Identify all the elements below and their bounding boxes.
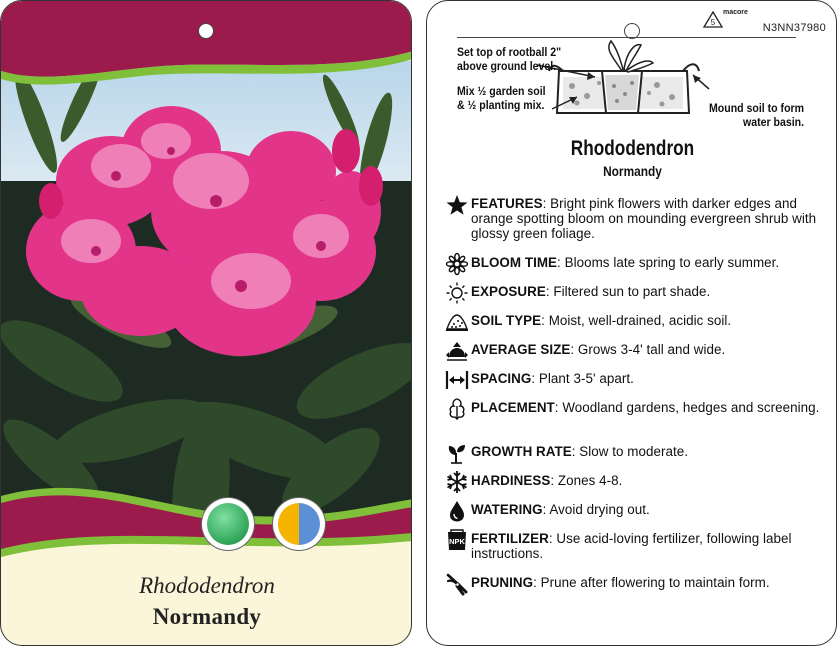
attr-label: GROWTH RATE <box>471 444 572 459</box>
soil-icon <box>445 310 469 334</box>
attr-soil-type: SOIL TYPE: Moist, well-drained, acidic soil. <box>445 313 825 334</box>
water-basin-note: Mound soil to form water basin. <box>709 101 805 129</box>
back-title: Rhododendron <box>570 137 695 160</box>
front-cultivar: Normandy <box>152 604 262 629</box>
size-icon <box>445 339 469 363</box>
attr-label: SOIL TYPE <box>471 313 542 328</box>
attr-value: Filtered sun to part shade. <box>553 284 711 299</box>
attr-label: FEATURES <box>471 196 543 211</box>
water-drop-icon <box>445 499 469 523</box>
attr-value: Zones 4-8. <box>557 473 623 488</box>
attr-features: FEATURES: Bright pink flowers with darker edges and orange spotting bloom on mounding evergreen shrub with glossy green foliage. <box>445 196 825 241</box>
attr-value: Avoid drying out. <box>549 502 650 517</box>
attr-value: Bright pink flowers with darker edges and orange spotting bloom on mounding evergreen shrub with glossy green foliage. <box>471 196 817 241</box>
back-tag <box>426 0 837 646</box>
attr-label: WATERING <box>471 502 543 517</box>
hang-hole <box>198 23 214 39</box>
bloom-icon <box>445 252 469 276</box>
snowflake-icon <box>445 470 469 494</box>
attr-value: Slow to moderate. <box>579 444 689 459</box>
attr-value: Prune after flowering to maintain form. <box>540 575 770 590</box>
attr-label: EXPOSURE <box>471 284 546 299</box>
front-tag <box>0 0 412 646</box>
star-icon <box>445 193 469 217</box>
attr-label: SPACING <box>471 371 532 386</box>
attr-value: Moist, well-drained, acidic soil. <box>548 313 732 328</box>
foliage-color-badge <box>202 498 254 550</box>
attr-value: Grows 3-4' tall and wide. <box>577 342 726 357</box>
attr-watering: WATERING: Avoid drying out. <box>445 502 825 523</box>
attr-placement: PLACEMENT: Woodland gardens, hedges and screening. <box>445 400 825 421</box>
attr-value: Blooms late spring to early summer. <box>564 255 780 270</box>
rootball-note: Set top of rootball 2" above ground level. <box>457 45 562 73</box>
soil-mix-note: Mix ½ garden soil & ½ planting mix. <box>457 84 546 112</box>
attr-pruning: PRUNING: Prune after flowering to maintain form. <box>445 575 825 596</box>
exposure-badge <box>273 498 325 550</box>
attr-label: PRUNING <box>471 575 534 590</box>
attr-bloom-time: BLOOM TIME: Blooms late spring to early summer. <box>445 255 825 276</box>
front-genus: Rhododendron <box>139 573 275 598</box>
attr-label: PLACEMENT <box>471 400 555 415</box>
attr-average-size: AVERAGE SIZE: Grows 3-4' tall and wide. <box>445 342 825 363</box>
attr-value: Woodland gardens, hedges and screening. <box>562 400 820 415</box>
placement-icon <box>445 397 469 421</box>
npk-text: NPK <box>449 537 465 546</box>
attr-label: FERTILIZER <box>471 531 549 546</box>
recycle-number: 5 <box>710 18 716 27</box>
attr-growth-rate: GROWTH RATE: Slow to moderate. <box>445 444 825 465</box>
attr-label: AVERAGE SIZE <box>471 342 571 357</box>
attr-value: Plant 3-5' apart. <box>538 371 634 386</box>
attr-exposure: EXPOSURE: Filtered sun to part shade. <box>445 284 825 305</box>
attr-label: BLOOM TIME <box>471 255 558 270</box>
product-code: N3NN37980 <box>762 22 826 34</box>
growth-icon <box>445 441 469 465</box>
npk-icon <box>445 528 469 552</box>
attr-label: HARDINESS <box>471 473 551 488</box>
attr-value: Use acid-loving fertilizer, following label instructions. <box>471 531 792 561</box>
sun-icon <box>445 281 469 305</box>
pruners-icon <box>445 572 469 596</box>
attr-hardiness: HARDINESS: Zones 4-8. <box>445 473 825 494</box>
spacing-icon <box>445 368 469 392</box>
attr-fertilizer: NPK FERTILIZER: Use acid-loving fertilizer, following label instructions. <box>445 531 825 561</box>
back-subtitle: Normandy <box>603 163 662 179</box>
brand-mark: macore <box>723 9 748 16</box>
attr-spacing: SPACING: Plant 3-5' apart. <box>445 371 825 392</box>
front-artwork <box>1 1 412 646</box>
